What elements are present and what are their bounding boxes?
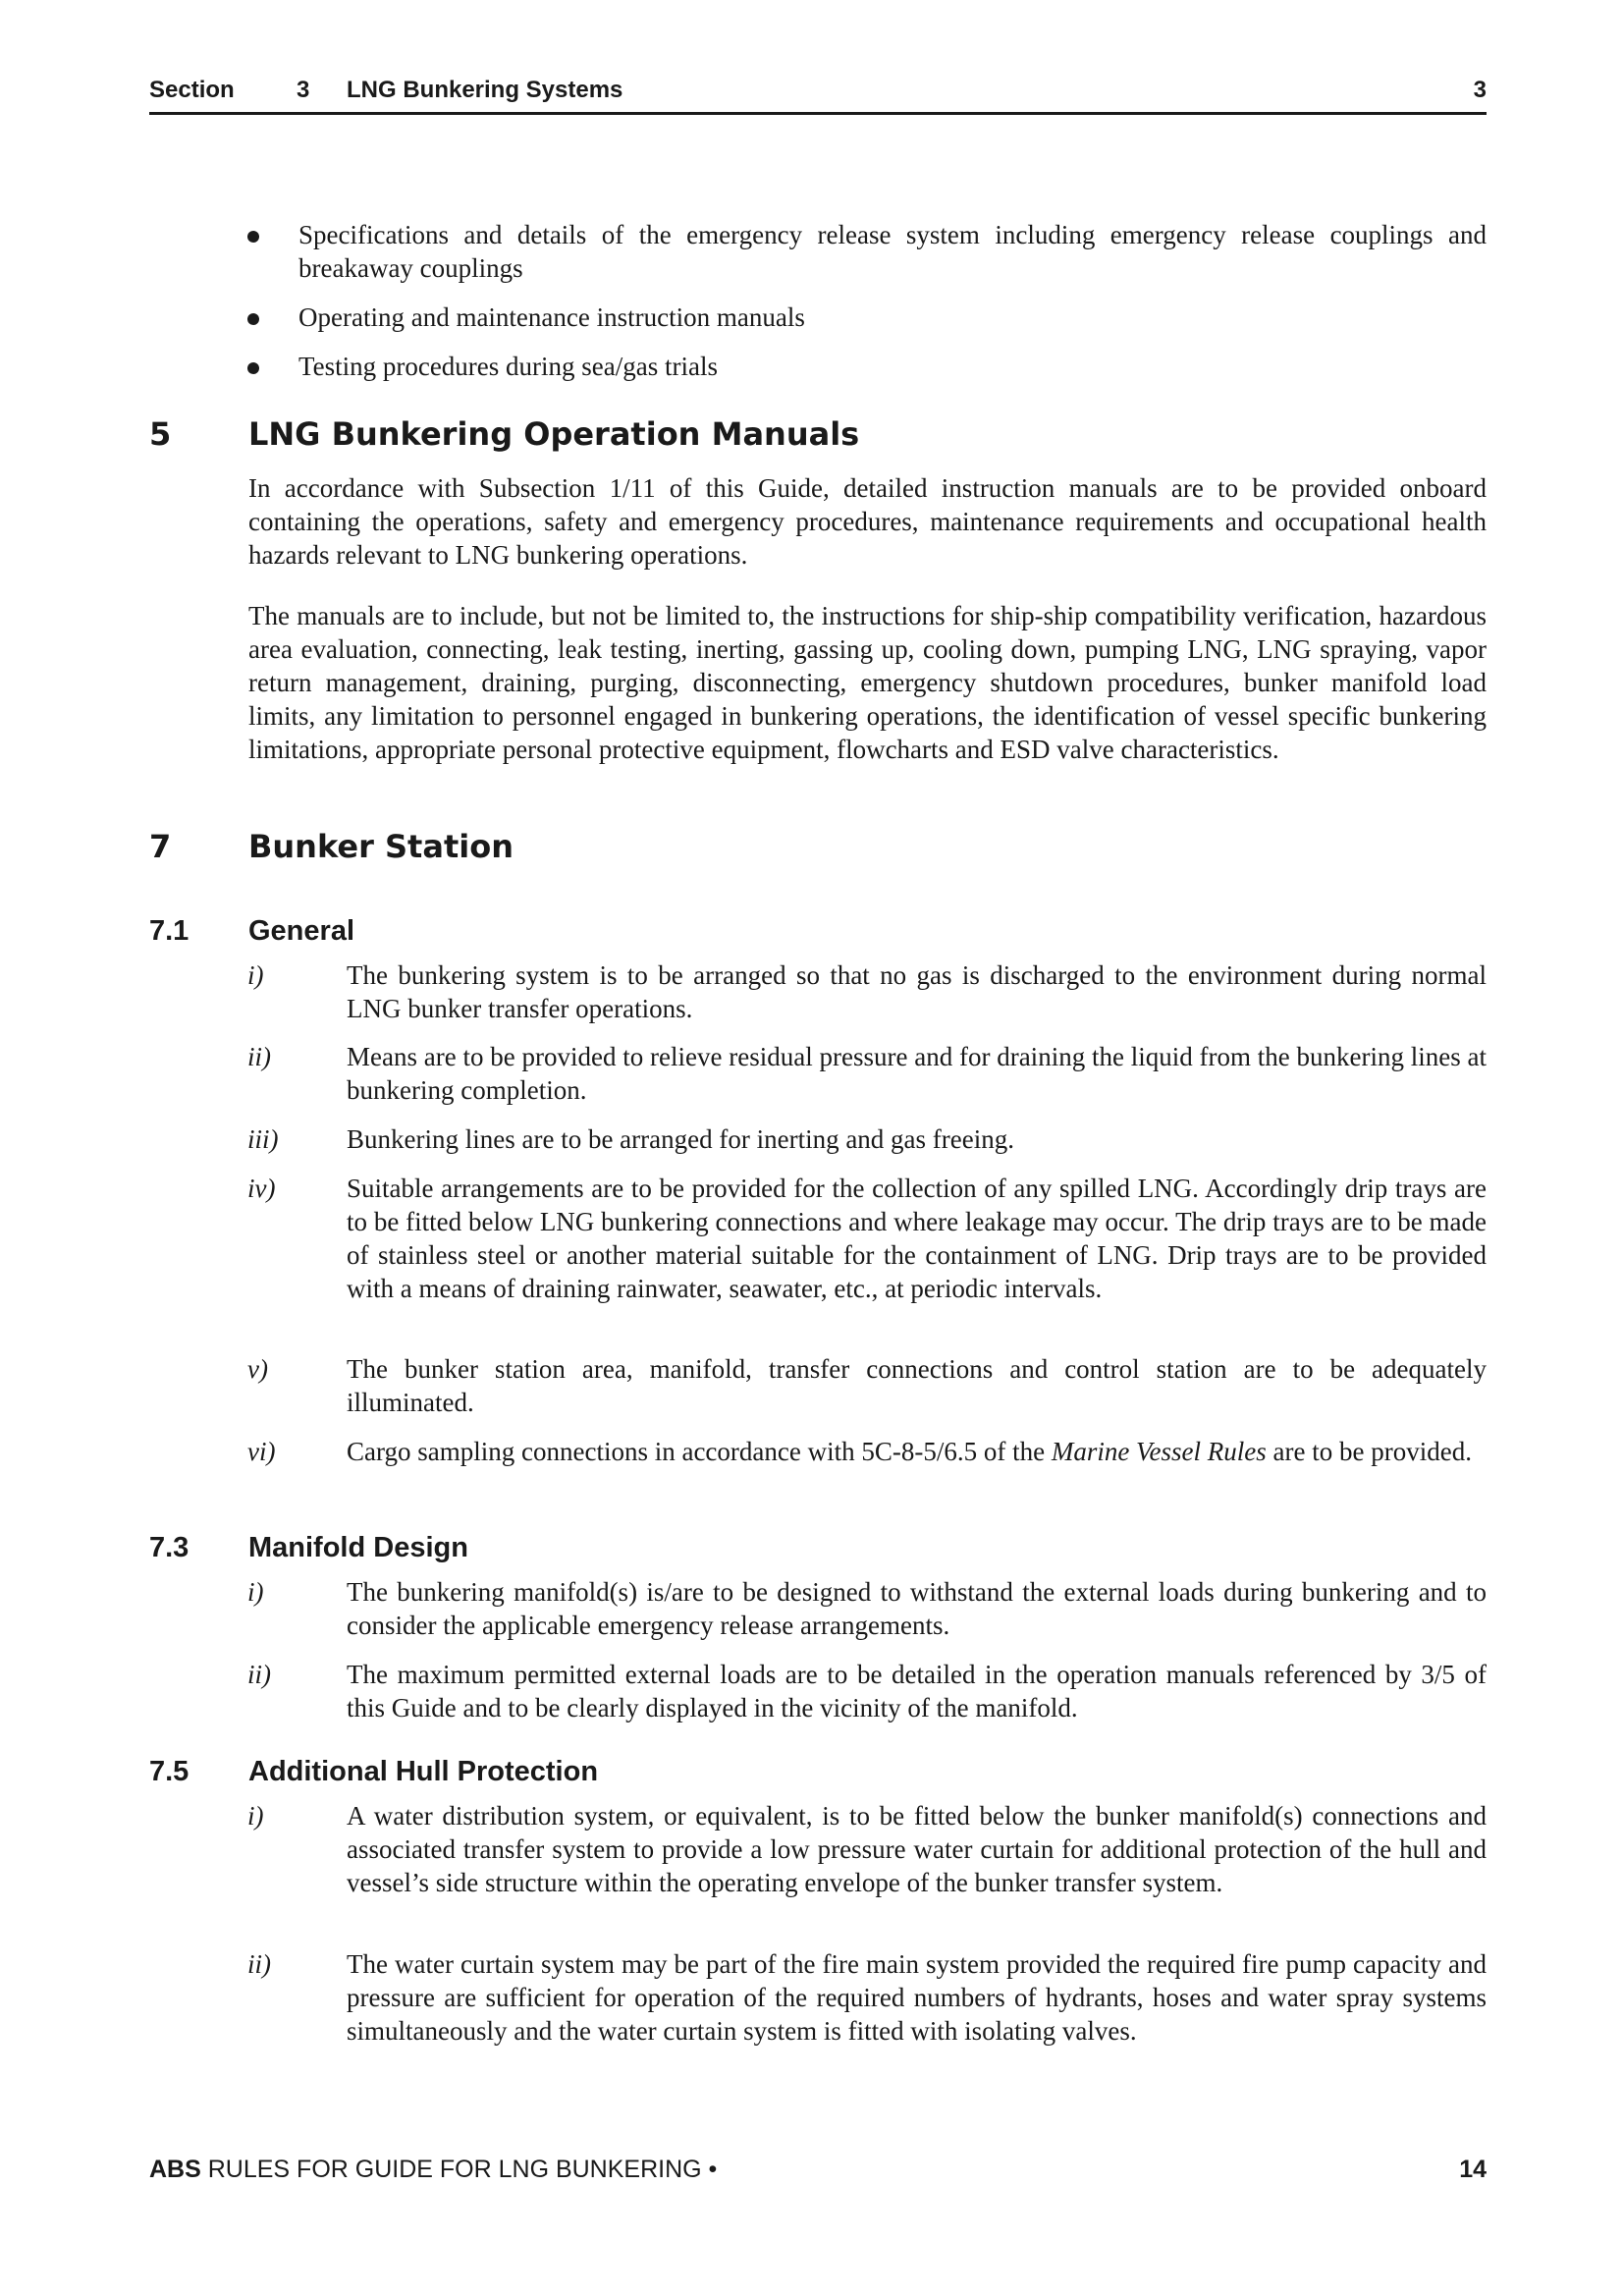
rules-reference: Marine Vessel Rules xyxy=(1051,1437,1267,1466)
item-text: The bunkering manifold(s) is/are to be designed to withstand the external loads during bunkering and to consider the applicable emergency release arrangements. xyxy=(347,1577,1487,1640)
list-item xyxy=(247,1575,1487,1642)
item-text-part: are to be provided. xyxy=(1266,1437,1472,1466)
item-text: Means are to be provided to relieve residual pressure and for draining the liquid from the bunkering lines at bunkering completion. xyxy=(347,1042,1487,1105)
list-item xyxy=(247,958,1487,1025)
item-label: iii) xyxy=(247,1124,279,1154)
item-label: ii) xyxy=(247,1660,271,1689)
item-text: Suitable arrangements are to be provided for the collection of any spilled LNG. Accordingly drip trays are to be fitted below LNG bunkering connections and where leakage may occur. The drip trays are to be made of stainless steel or another material suitable for the containment of LNG. Drip trays are to be provided with a means of draining rainwater, seawater, etc., at periodic intervals. xyxy=(347,1174,1487,1303)
list-item xyxy=(247,1122,1487,1156)
item-label: ii) xyxy=(247,1042,271,1071)
header-section-label: Section xyxy=(149,77,235,103)
section-number: 7 xyxy=(149,828,172,865)
list-item xyxy=(247,1799,1487,1899)
list-item xyxy=(247,1352,1487,1419)
subsection-title: General xyxy=(248,915,354,947)
list-item xyxy=(247,1947,1487,2048)
bullet-text: Testing procedures during sea/gas trials xyxy=(298,352,718,381)
footer-brand: ABS xyxy=(149,2156,201,2183)
item-text: The water curtain system may be part of the fire main system provided the required fire pump capacity and pressure are sufficient for operation of the required numbers of hydrants, hoses and water spray systems simultaneously and the water curtain system is fitted with isolating valves. xyxy=(347,1949,1487,2046)
list-item xyxy=(247,1435,1487,1468)
bullet-icon xyxy=(247,313,259,325)
item-label: ii) xyxy=(247,1949,271,1979)
item-label: i) xyxy=(247,1801,264,1831)
list-item xyxy=(247,1658,1487,1724)
item-label: iv) xyxy=(247,1174,276,1203)
bullet-icon xyxy=(247,362,259,374)
list-item xyxy=(247,1040,1487,1107)
header-section-number: 3 xyxy=(297,77,310,103)
section-number: 5 xyxy=(149,415,172,453)
item-text: The maximum permitted external loads are to be detailed in the operation manuals referenced by 3/5 of this Guide and to be clearly displayed in the vicinity of the manifold. xyxy=(347,1660,1487,1722)
paragraph: The manuals are to include, but not be limited to, the instructions for ship-ship compatibility verification, hazardous area evaluation, connecting, leak testing, inerting, gassing up, cooling down, pumping LNG, LNG spraying, vapor return management, draining, purging, disconnecting, emergency shutdown procedures, bunker manifold load limits, any limitation to personnel engaged in bunkering operations, the identification of vessel specific bunkering limitations, appropriate personal protective equipment, flowcharts and ESD valve characteristics. xyxy=(248,601,1487,764)
bullet-text: Specifications and details of the emergency release system including emergency release couplings and breakaway couplings xyxy=(298,220,1487,283)
subsection-number: 7.1 xyxy=(149,915,189,947)
item-text xyxy=(347,1435,1487,1468)
header-page-number: 3 xyxy=(1473,77,1487,103)
subsection-title: Additional Hull Protection xyxy=(248,1756,599,1787)
bullet-icon xyxy=(247,231,259,243)
item-text: The bunker station area, manifold, transfer connections and control station are to be adequately illuminated. xyxy=(347,1354,1487,1417)
footer-title xyxy=(149,2156,717,2184)
header-divider xyxy=(149,112,1487,115)
list-item xyxy=(247,1172,1487,1305)
bullet-item xyxy=(247,301,1487,334)
section-title: Bunker Station xyxy=(248,828,514,865)
paragraph: In accordance with Subsection 1/11 of this Guide, detailed instruction manuals are to be provided onboard containing the operations, safety and emergency procedures, maintenance requirements and occupational health hazards relevant to LNG bunkering operations. xyxy=(248,473,1487,570)
subsection-number: 7.3 xyxy=(149,1532,189,1563)
item-label: v) xyxy=(247,1354,268,1384)
subsection-title: Manifold Design xyxy=(248,1532,468,1563)
subsection-number: 7.5 xyxy=(149,1756,189,1787)
section-title: LNG Bunkering Operation Manuals xyxy=(248,415,860,453)
bullet-text: Operating and maintenance instruction manuals xyxy=(298,302,805,332)
running-header xyxy=(149,77,1487,112)
item-label: vi) xyxy=(247,1437,276,1466)
running-footer xyxy=(149,2156,1487,2191)
item-label: i) xyxy=(247,960,264,990)
footer-title-text: RULES FOR GUIDE FOR LNG BUNKERING • xyxy=(200,2156,718,2183)
item-text: The bunkering system is to be arranged so that no gas is discharged to the environment during normal LNG bunker transfer operations. xyxy=(347,960,1487,1023)
item-label: i) xyxy=(247,1577,264,1607)
footer-page-number: 14 xyxy=(1459,2156,1487,2183)
bullet-item xyxy=(247,218,1487,285)
item-text-part: Cargo sampling connections in accordance with 5C-8-5/6.5 of the xyxy=(347,1437,1052,1466)
item-text: Bunkering lines are to be arranged for inerting and gas freeing. xyxy=(347,1124,1014,1154)
item-text: A water distribution system, or equivalent, is to be fitted below the bunker manifold(s) connections and associated transfer system to provide a low pressure water curtain for additional protection of the hull and vessel’s side structure within the operating envelope of the bunker transfer system. xyxy=(347,1801,1487,1897)
bullet-item xyxy=(247,350,1487,383)
header-section-title: LNG Bunkering Systems xyxy=(347,77,623,103)
